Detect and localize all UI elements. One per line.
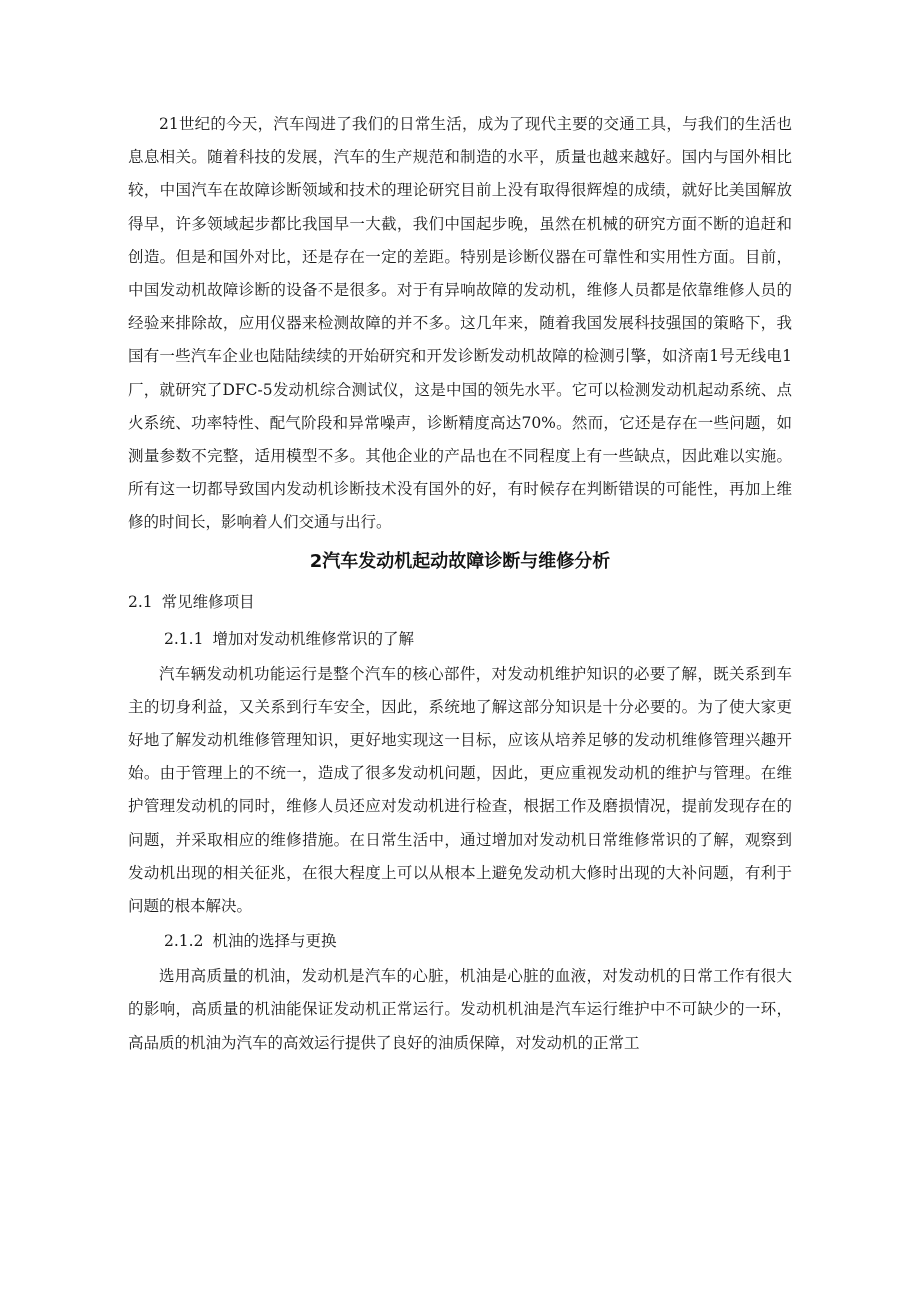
section-number: 2.1.2	[164, 932, 204, 951]
section-title: 机油的选择与更换	[212, 932, 337, 951]
paragraph-2-1-1: 汽车辆发动机功能运行是整个汽车的核心部件，对发动机维护知识的必要了解，既关系到车主的切身利益，又关系到行车安全，因此，系统地了解这部分知识是十分必要的。为了使大家更好地了解发动机维修管理知识，更好地实现这一目标，应该从培养足够的发动机维修管理兴趣开始。由于管理上的不统一，造成了很多发动机问题，因此，更应重视发动机的维护与管理。在维护管理发动机的同时，维修人员还应对发动机进行检查，根据工作及磨损情况，提前发现存在的问题，并采取相应的维修措施。在日常生活中，通过增加对发动机日常维修常识的了解，观察到发动机出现的相关征兆，在很大程度上可以从根本上避免发动机大修时出现的大补问题，有利于问题的根本解决。	[128, 664, 792, 916]
section-number: 2.1.1	[164, 629, 204, 648]
document-page	[128, 108, 792, 1060]
intro-paragraph: 21世纪的今天，汽车闯进了我们的日常生活，成为了现代主要的交通工具，与我们的生活也息息相关。随着科技的发展，汽车的生产规范和制造的水平，质量也越来越好。国内与国外相比较，中国汽车在故障诊断领域和技术的理论研究目前上没有取得很辉煌的成绩，就好比美国解放得早，许多领域起步都比我国早一大截，我们中国起步晚，虽然在机械的研究方面不断的追赶和创造。但是和国外对比，还是存在一定的差距。特别是诊断仪器在可靠性和实用性方面。目前，中国发动机故障诊断的设备不是很多。对于有异响故障的发动机，维修人员都是依靠维修人员的经验来排除故，应用仪器来检测故障的并不多。这几年来，随着我国发展科技强国的策略下，我国有一些汽车企业也陆陆续续的开始研究和开发诊断发动机故障的检测引擎，如济南1号无线电1厂，就研究了DFC-5发动机综合测试仪，这是中国的领先水平。它可以检测发动机起动系统、点火系统、功率特性、配气阶段和异常噪声，诊断精度高达70%。然而，它还是存在一些问题，如测量参数不完整，适用模型不多。其他企业的产品也在不同程度上有一些缺点，因此难以实施。所有这一切都导致国内发动机诊断技术没有国外的好，有时候存在判断错误的可能性，再加上维修的时间长，影响着人们交通与出行。	[128, 115, 792, 532]
section-heading-2-1	[128, 584, 792, 621]
section-number: 2.1	[128, 592, 153, 611]
section-title: 常见维修项目	[161, 592, 255, 611]
section-title: 增加对发动机维修常识的了解	[212, 629, 414, 648]
section-heading-2-1-1	[128, 621, 792, 658]
paragraph-2-1-2: 选用高质量的机油，发动机是汽车的心脏，机油是心脏的血液，对发动机的日常工作有很大的影响，高质量的机油能保证发动机正常运行。发动机机油是汽车运行维护中不可缺少的一环，高品质的机油为汽车的高效运行提供了良好的油质保障，对发动机的正常工	[128, 967, 792, 1052]
chapter-title: 2汽车发动机起动故障诊断与维修分析	[309, 550, 611, 572]
section-heading-2-1-2	[128, 923, 792, 960]
